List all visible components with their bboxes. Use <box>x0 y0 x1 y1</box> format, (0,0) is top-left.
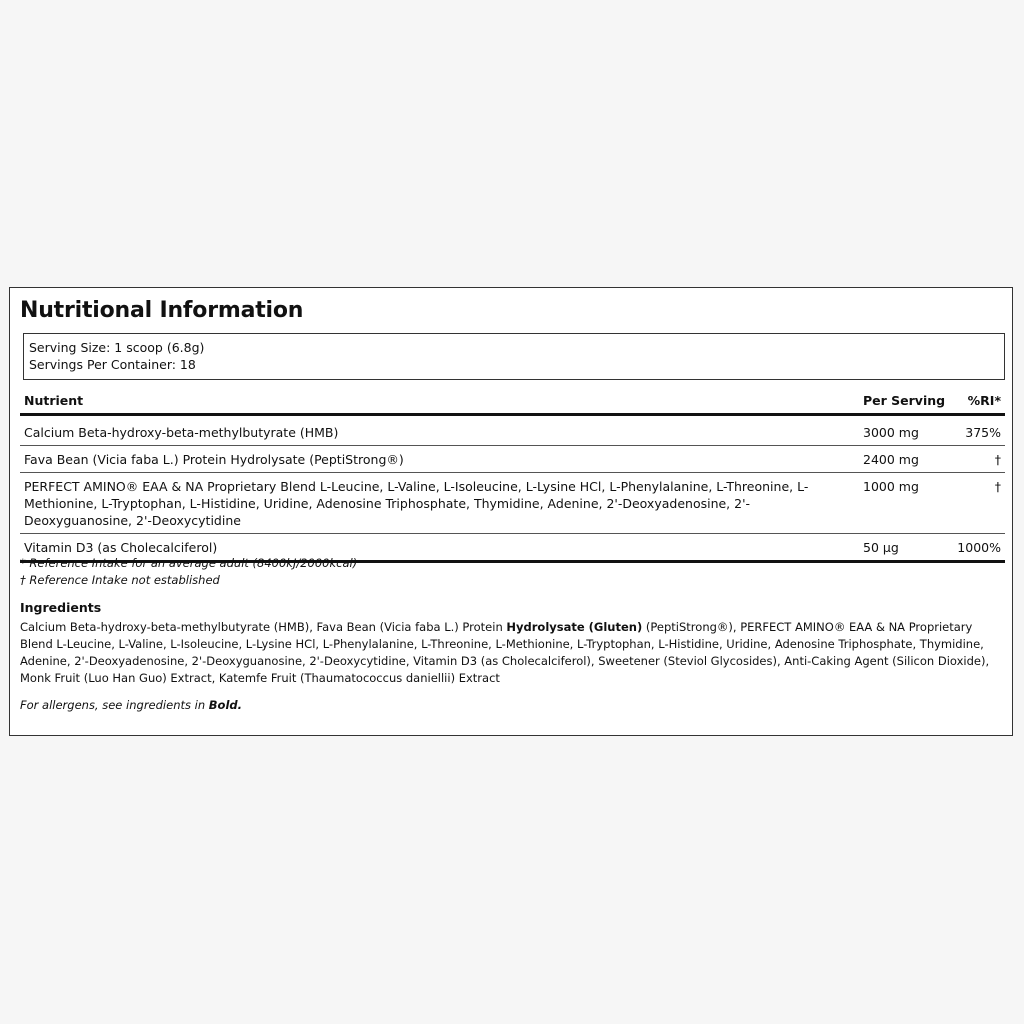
nutrient-amount: 2400 mg <box>859 446 953 473</box>
nutrient-name: Vitamin D3 (as Cholecalciferol) <box>20 534 859 562</box>
nutrient-name: Fava Bean (Vicia faba L.) Protein Hydrolysate (PeptiStrong®) <box>20 446 859 473</box>
nutrient-ri: 1000% <box>953 534 1005 562</box>
table-row <box>20 415 1005 446</box>
nutrient-amount: 1000 mg <box>859 473 953 534</box>
ingredients-allergen-bold: Hydrolysate (Gluten) <box>506 620 643 634</box>
nutrient-ri: † <box>953 446 1005 473</box>
nutrient-ri: † <box>953 473 1005 534</box>
footnotes <box>20 555 357 589</box>
header-nutrient: Nutrient <box>20 389 859 415</box>
footnote-reference-intake: * Reference Intake for an average adult (8400kJ/2000kcal) <box>20 556 358 570</box>
ingredients-text-part: Calcium Beta-hydroxy-beta-methylbutyrate (HMB), Fava Bean (Vicia faba L.) Protein <box>20 620 507 634</box>
serving-info-box <box>23 333 1005 380</box>
allergen-note-text: For allergens, see ingredients in <box>20 698 209 712</box>
page-title: Nutritional Information <box>20 298 304 323</box>
ingredients-text <box>20 619 1005 687</box>
header-per-serving: Per Serving <box>859 389 953 415</box>
nutrition-panel <box>9 287 1013 736</box>
table-row <box>20 473 1005 534</box>
table-row <box>20 446 1005 473</box>
nutrient-amount: 50 µg <box>859 534 953 562</box>
nutrient-name: Calcium Beta-hydroxy-beta-methylbutyrate (HMB) <box>20 415 859 446</box>
serving-size: Serving Size: 1 scoop (6.8g) <box>29 340 205 355</box>
nutrient-amount: 3000 mg <box>859 415 953 446</box>
footnote-not-established: † Reference Intake not established <box>20 573 220 587</box>
nutrient-name: PERFECT AMINO® EAA & NA Proprietary Blend L-Leucine, L-Valine, L-Isoleucine, L-Lysine HCl, L-Phenylalanine, L-Threonine, L-Methionine, L-Tryptophan, L-Histidine, Uridine, Adenosine Triphosphate, Thymidine, Adenine, 2'-Deoxyadenosine, 2'-Deoxyguanosine, 2'-Deoxycytidine <box>20 473 859 534</box>
ingredients-text-part: (PeptiStrong®), PERFECT AMINO® EAA & NA Proprietary Blend L-Leucine, L-Valine, L-Isoleucine, L-Lysine HCl, L-Phenylalanine, L-Threonine, L-Methionine, L-Tryptophan, L-Histidine, Uridine, Adenosine Triphosphate, Thymidine, Adenine, 2'-Deoxyadenosine, 2'-Deoxyguanosine, 2'-Deoxycytidine, Vitamin D3 (as Cholecalciferol), Sweetener (Steviol Glycosides), Anti-Caking Agent (Silicon Dioxide), Monk Fruit (Luo Han Guo) Extract, Katemfe Fruit (Thaumatococcus daniellii) Extract <box>20 620 990 685</box>
header-ri: %RI* <box>953 389 1005 415</box>
allergen-note-bold: Bold. <box>208 698 242 712</box>
nutrient-ri: 375% <box>953 415 1005 446</box>
allergen-note <box>20 698 242 712</box>
ingredients-heading: Ingredients <box>20 600 102 615</box>
servings-per-container: Servings Per Container: 18 <box>29 357 196 372</box>
table-header-row <box>20 389 1005 415</box>
nutrient-table <box>20 389 1005 563</box>
